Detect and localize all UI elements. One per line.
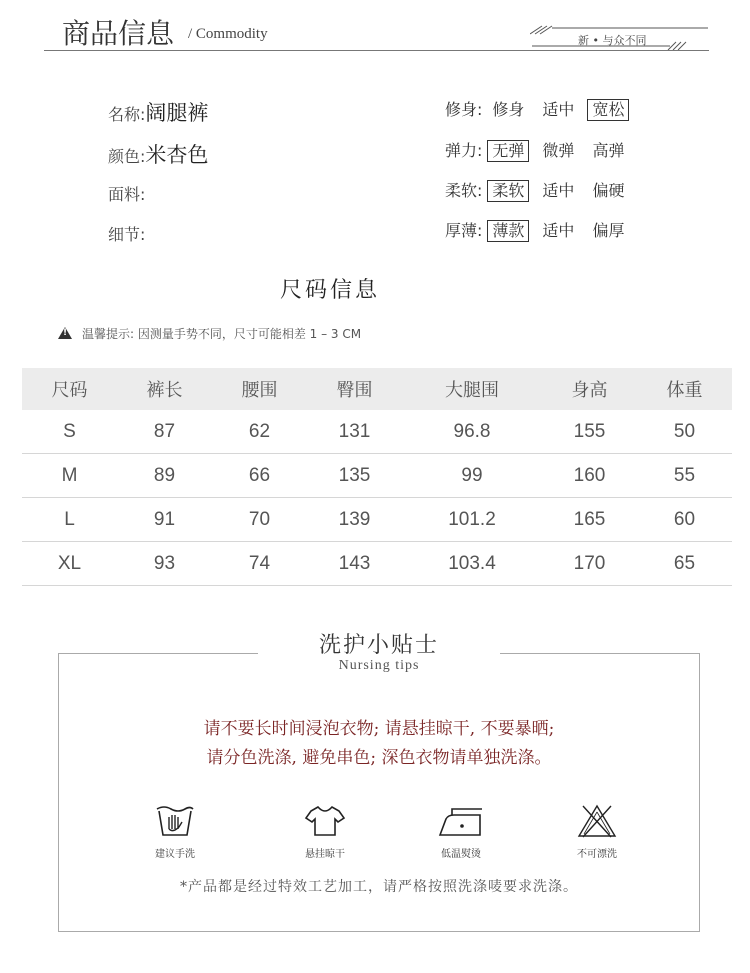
care-subtitle: Nursing tips	[338, 658, 420, 673]
column-header: 裤长	[117, 368, 212, 410]
table-cell: 91	[117, 498, 212, 542]
attr-color	[108, 139, 208, 169]
option: 微弹	[542, 141, 575, 160]
table-cell: 87	[117, 410, 212, 454]
table-cell: 66	[212, 454, 307, 498]
attr-stretch	[444, 140, 637, 162]
table-cell: 135	[307, 454, 402, 498]
table-cell: 103.4	[402, 542, 542, 586]
care-item-label: 悬挂晾干	[305, 849, 345, 860]
table-cell: 50	[637, 410, 732, 454]
option-selected: 柔软	[487, 180, 529, 202]
attr-name	[108, 97, 208, 127]
attr-softness	[444, 180, 637, 202]
care-item-hang-dry	[280, 803, 370, 860]
option: 偏厚	[592, 221, 625, 240]
care-item-label: 建议手洗	[155, 849, 195, 860]
column-header: 大腿围	[402, 368, 542, 410]
table-cell: 101.2	[402, 498, 542, 542]
table-cell: 65	[637, 542, 732, 586]
option: 适中	[542, 221, 575, 240]
option-selected: 薄款	[487, 220, 529, 242]
hang-dry-icon	[303, 803, 347, 839]
table-cell: 62	[212, 410, 307, 454]
attr-label: 面料:	[108, 185, 146, 204]
table-cell: S	[22, 410, 117, 454]
attr-label: 柔软:	[445, 181, 483, 200]
option: 高弹	[592, 141, 625, 160]
table-cell: 165	[542, 498, 637, 542]
table-cell: 55	[637, 454, 732, 498]
care-title: 洗护小贴士	[318, 633, 439, 658]
section-title-commodity: 商品信息	[62, 17, 175, 50]
care-item-no-bleach	[552, 803, 642, 860]
option: 适中	[542, 181, 575, 200]
attr-label: 修身:	[445, 100, 483, 119]
attr-value: 阔腿裤	[145, 101, 209, 125]
care-instruction-1: 请不要长时间浸泡衣物; 请悬挂晾干, 不要暴晒;	[203, 719, 555, 739]
header-tag	[530, 24, 710, 50]
attr-detail	[108, 221, 145, 245]
size-tip-text: 温馨提示: 因测量手势不同，尺寸可能相差 1 – 3 CM	[82, 327, 362, 341]
attr-label: 名称:	[108, 105, 146, 124]
header-divider	[44, 50, 709, 51]
column-header: 身高	[542, 368, 637, 410]
attr-label: 厚薄:	[445, 221, 483, 240]
table-cell: 131	[307, 410, 402, 454]
table-row	[22, 410, 732, 454]
attr-label: 弹力:	[445, 141, 483, 160]
hand-wash-icon	[153, 803, 197, 839]
table-row	[22, 542, 732, 586]
table-cell: 170	[542, 542, 637, 586]
care-item-label: 低温熨烫	[441, 849, 481, 860]
attr-value: 米杏色	[145, 143, 209, 167]
attr-label: 细节:	[108, 225, 146, 244]
attr-fit	[444, 99, 637, 121]
table-cell: 139	[307, 498, 402, 542]
table-cell: 143	[307, 542, 402, 586]
column-header: 尺码	[22, 368, 117, 410]
option: 适中	[542, 100, 575, 119]
table-cell: 60	[637, 498, 732, 542]
care-item-hand-wash	[130, 803, 220, 860]
size-table-header	[22, 368, 732, 410]
size-section-title: 尺码信息	[279, 278, 380, 303]
table-cell: XL	[22, 542, 117, 586]
table-cell: M	[22, 454, 117, 498]
warning-icon	[58, 327, 72, 339]
header-tag-text: 新 • 与众不同	[578, 34, 647, 47]
column-header: 臀围	[307, 368, 402, 410]
column-header: 腰围	[212, 368, 307, 410]
size-tip	[58, 325, 361, 342]
table-cell: 89	[117, 454, 212, 498]
table-row	[22, 498, 732, 542]
care-item-label: 不可漂洗	[577, 849, 617, 860]
option: 偏硬	[592, 181, 625, 200]
column-header: 体重	[637, 368, 732, 410]
care-footnote: *产品都是经过特效工艺加工，请严格按照洗涤唛要求洗涤。	[180, 879, 578, 895]
table-cell: 155	[542, 410, 637, 454]
section-subtitle-commodity: / Commodity	[188, 26, 268, 42]
table-cell: 70	[212, 498, 307, 542]
table-cell: 99	[402, 454, 542, 498]
table-cell: L	[22, 498, 117, 542]
attr-label: 颜色:	[108, 147, 146, 166]
attr-thickness	[444, 220, 637, 242]
table-row	[22, 454, 732, 498]
table-cell: 96.8	[402, 410, 542, 454]
no-bleach-icon	[575, 803, 619, 839]
table-cell: 93	[117, 542, 212, 586]
table-cell: 74	[212, 542, 307, 586]
size-table	[22, 368, 732, 586]
low-iron-icon	[436, 803, 486, 839]
care-instruction-2: 请分色洗涤, 避免串色; 深色衣物请单独洗涤。	[206, 748, 552, 768]
option-selected: 宽松	[587, 99, 629, 121]
attr-fabric	[108, 181, 145, 205]
option-selected: 无弹	[487, 140, 529, 162]
table-cell: 160	[542, 454, 637, 498]
option: 修身	[492, 100, 525, 119]
care-item-low-iron	[416, 803, 506, 860]
